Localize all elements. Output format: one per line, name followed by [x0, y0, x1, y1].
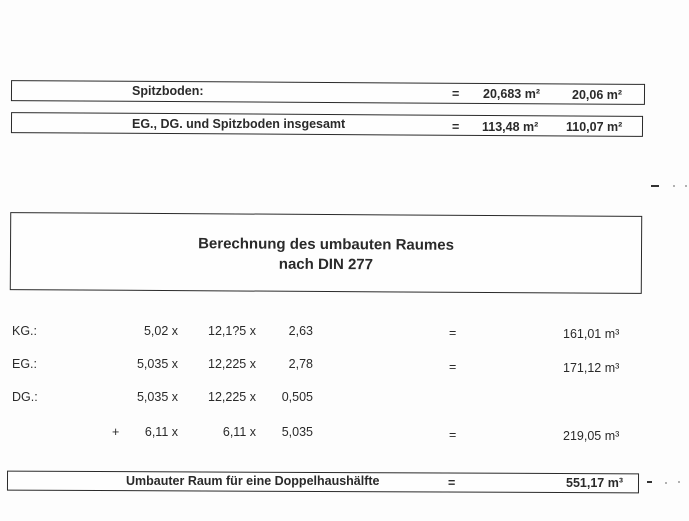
- calc-equals-dg-add: =: [449, 428, 457, 442]
- calc-factor-b-eg: 12,225 x: [208, 357, 256, 371]
- calc-result-kg: 161,01 m³: [563, 327, 620, 341]
- section-title-line1: Berechnung des umbauten Raumes: [198, 235, 455, 254]
- summary-equals-total-area: =: [452, 120, 460, 134]
- summary-label-spitzboden: Spitzboden:: [132, 84, 204, 98]
- calc-factor-c-eg: 2,78: [288, 357, 313, 371]
- calc-factor-a-eg: 5,035 x: [136, 357, 178, 371]
- calc-label-kg: KG.:: [12, 324, 38, 338]
- calc-equals-eg: =: [449, 360, 457, 374]
- calc-result-eg: 171,12 m³: [563, 361, 620, 375]
- calc-label-dg: DG.:: [12, 390, 38, 404]
- calc-factor-b-dg-add: 6,11 x: [222, 425, 256, 439]
- calc-factor-a-dg: 5,035 x: [136, 390, 178, 404]
- summary-box-spitzboden: [11, 80, 645, 105]
- scan-dot: [665, 482, 667, 484]
- section-title-box: [10, 212, 642, 294]
- calc-prefix-plus: +: [112, 425, 120, 439]
- calc-equals-kg: =: [449, 326, 457, 340]
- calc-label-eg: EG.:: [12, 357, 38, 371]
- calc-factor-c-dg: 0,505: [281, 390, 313, 404]
- total-volume-value: 551,17 m³: [566, 476, 623, 490]
- summary-value2-total-area: 110,07 m²: [566, 120, 623, 134]
- total-volume-label: Umbauter Raum für eine Doppelhaushälfte: [126, 474, 380, 488]
- calc-factor-a-kg: 5,02 x: [143, 324, 178, 338]
- calc-factor-c-kg: 2,63: [288, 324, 313, 338]
- calc-factor-c-dg-add: 5,035: [281, 425, 313, 439]
- scan-mark: [647, 481, 652, 483]
- summary-equals-spitzboden: =: [452, 87, 460, 101]
- total-volume-equals: =: [448, 476, 456, 490]
- summary-label-total-area: EG., DG. und Spitzboden insgesamt: [132, 117, 346, 131]
- scan-dot: [685, 185, 687, 187]
- calc-result-dg-add: 219,05 m³: [563, 429, 620, 443]
- scan-dot: [673, 185, 675, 187]
- calc-factor-a-dg-add: 6,11 x: [144, 425, 178, 439]
- scan-dot: [678, 481, 680, 483]
- calc-factor-b-dg: 12,225 x: [208, 390, 256, 404]
- scan-mark: [651, 185, 659, 187]
- section-title-line2: nach DIN 277: [278, 255, 374, 274]
- summary-value1-total-area: 113,48 m²: [482, 120, 539, 134]
- calc-factor-b-kg: 12,1?5 x: [208, 324, 256, 338]
- summary-value1-spitzboden: 20,683 m²: [483, 87, 540, 101]
- summary-value2-spitzboden: 20,06 m²: [572, 88, 623, 102]
